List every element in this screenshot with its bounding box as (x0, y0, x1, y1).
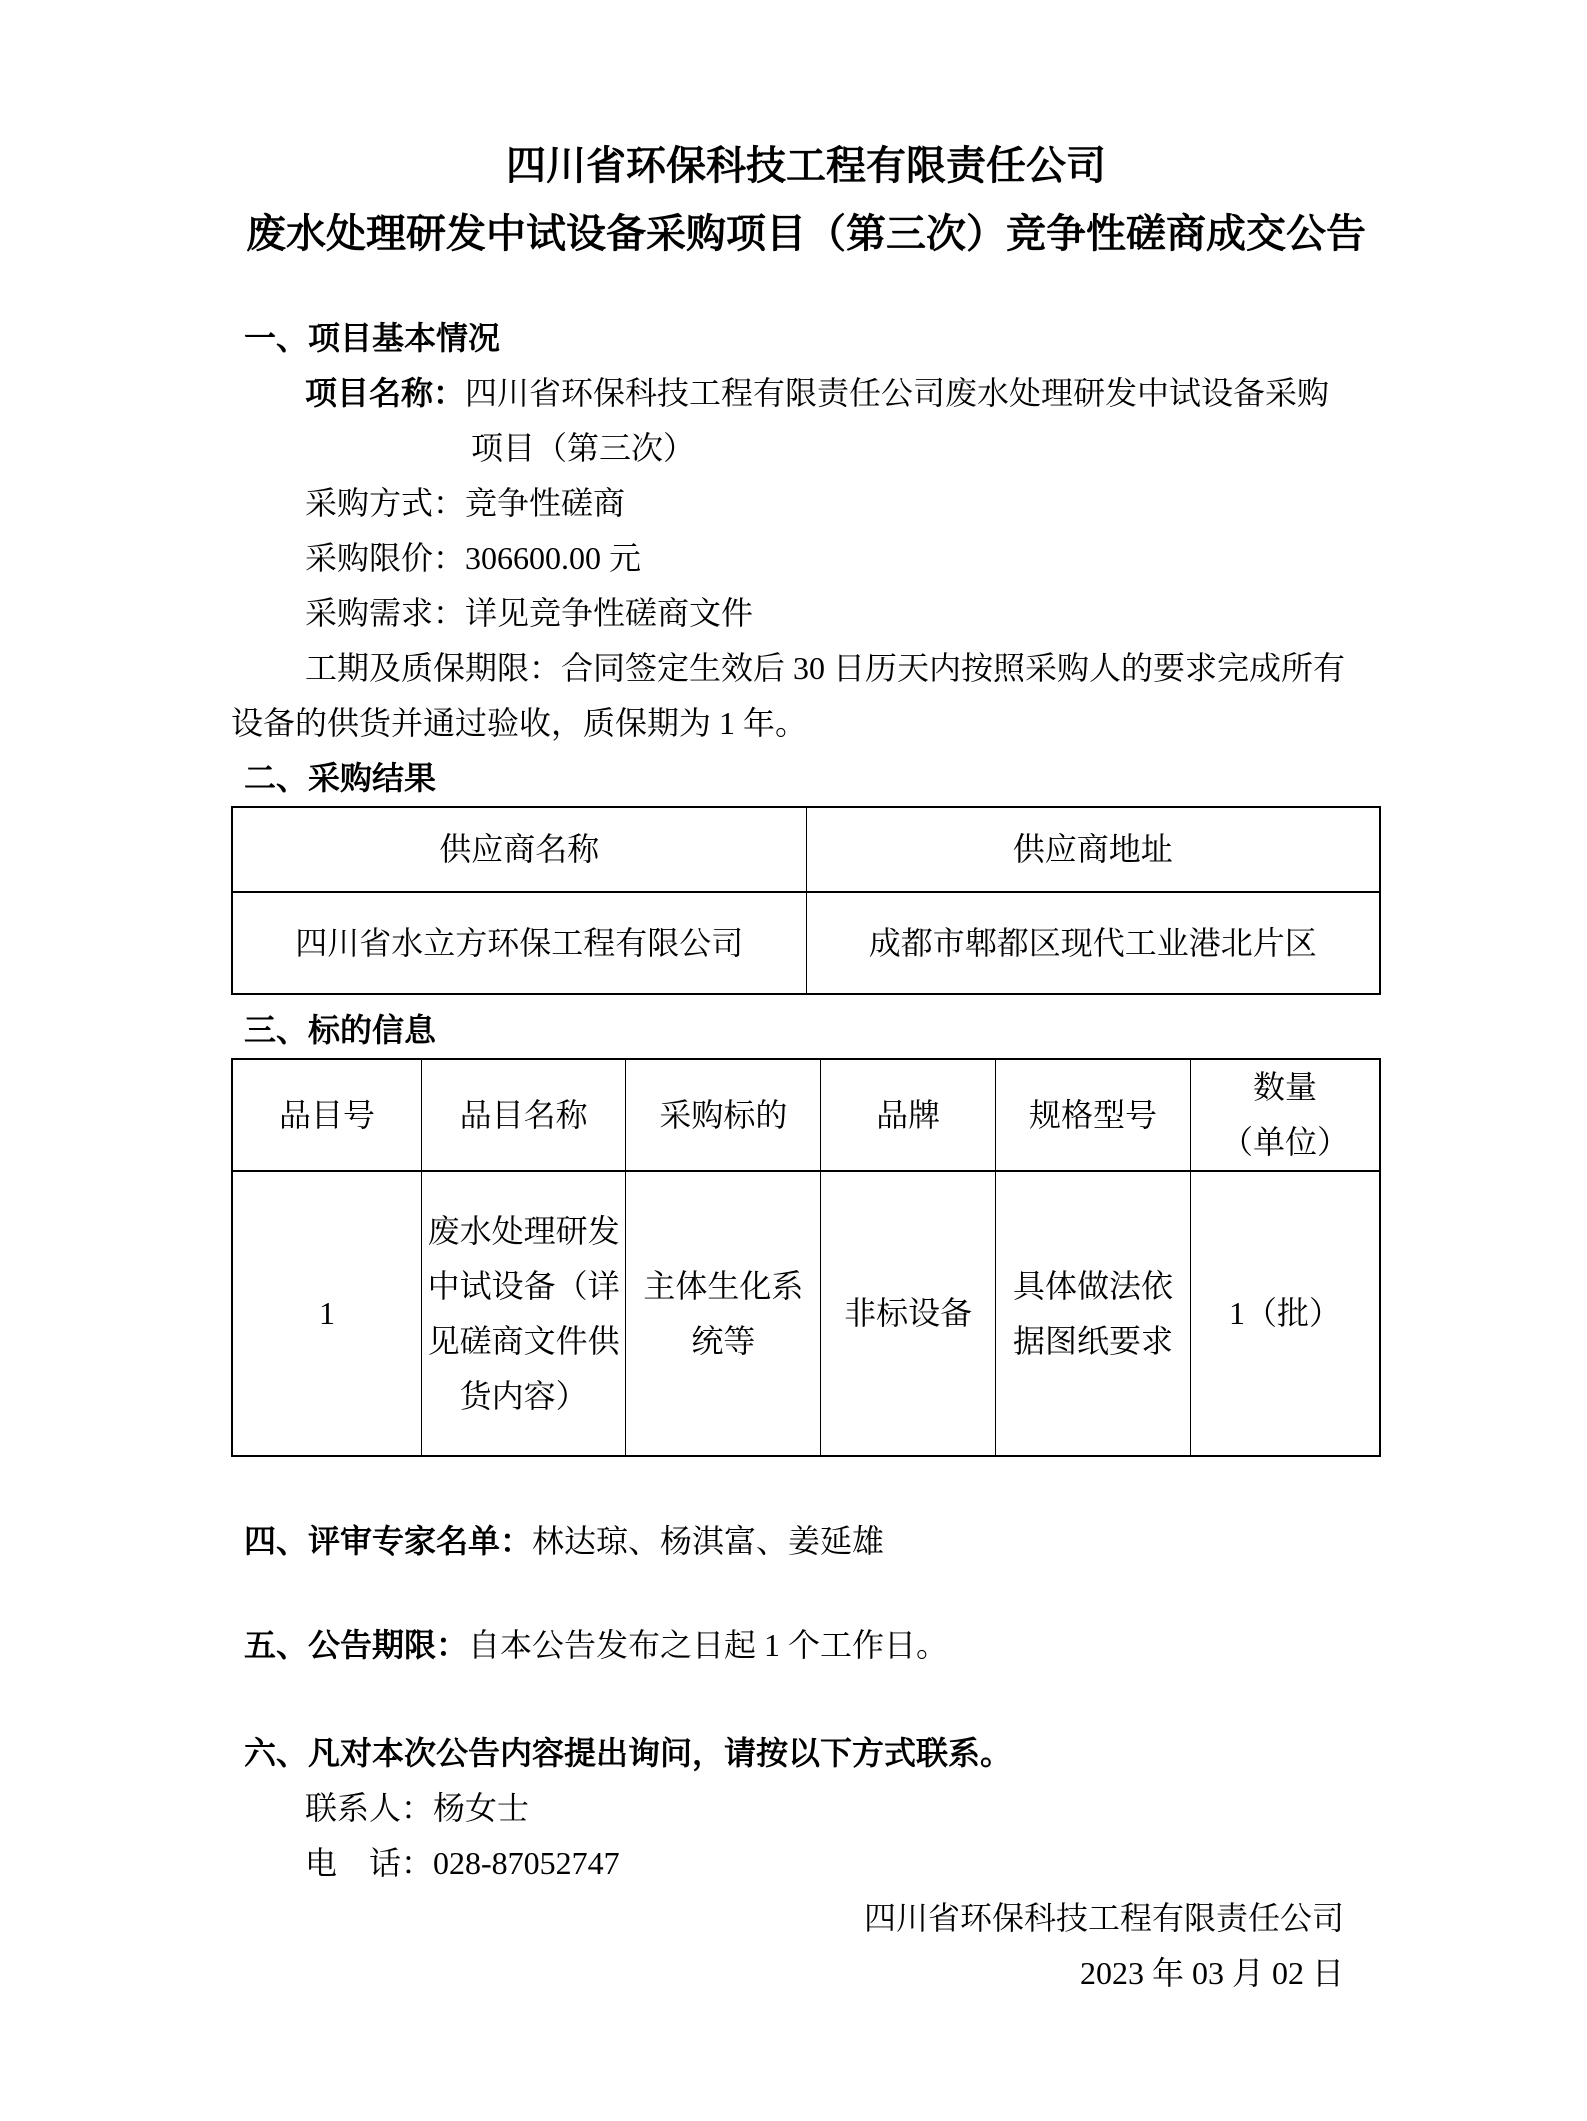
supplier-address-header: 供应商地址 (806, 807, 1380, 892)
title-line-1: 四川省环保科技工程有限责任公司 (506, 143, 1106, 188)
section-period-line (231, 1618, 1381, 1673)
supplier-table-row (232, 892, 1380, 994)
demand-line: 采购需求：详见竞争性磋商文件 (305, 595, 754, 631)
project-name-continuation: 项目（第三次） (471, 430, 696, 466)
section-result-heading: 二、采购结果 (244, 760, 437, 796)
section-target-heading: 三、标的信息 (244, 1012, 437, 1048)
period-value: 自本公告发布之日起 1 个工作日。 (468, 1627, 949, 1663)
experts-value: 林达琼、杨淇富、姜延雄 (532, 1523, 885, 1559)
item-table-row (232, 1171, 1380, 1456)
item-table (231, 1058, 1381, 1457)
procurement-method-line: 采购方式：竞争性磋商 (305, 485, 626, 521)
contact-phone-line: 电 话：028-87052747 (305, 1845, 620, 1881)
item-no-cell: 1 (232, 1171, 421, 1456)
supplier-address-cell: 成都市郫都区现代工业港北片区 (806, 892, 1380, 994)
project-name-label: 项目名称： (305, 375, 466, 411)
brand-cell: 非标设备 (821, 1171, 995, 1456)
procurement-target-header: 采购标的 (626, 1059, 821, 1171)
supplier-name-cell: 四川省水立方环保工程有限公司 (232, 892, 806, 994)
duration-line-2: 设备的供货并通过验收，质保期为 1 年。 (231, 705, 808, 741)
qty-unit-header (1191, 1059, 1380, 1171)
procurement-target-cell: 主体生化系统等 (626, 1171, 821, 1456)
period-label: 五、公告期限： (244, 1627, 469, 1663)
price-limit-line: 采购限价：306600.00 元 (305, 540, 642, 576)
experts-label: 四、评审专家名单： (244, 1523, 533, 1559)
spec-model-header: 规格型号 (995, 1059, 1190, 1171)
section-experts-line (231, 1514, 1381, 1569)
footer-company: 四川省环保科技工程有限责任公司 (863, 1900, 1344, 1936)
supplier-table (231, 806, 1381, 995)
section-basic-heading: 一、项目基本情况 (244, 320, 501, 356)
project-name-line (231, 366, 1381, 421)
brand-header: 品牌 (821, 1059, 995, 1171)
qty-header-line-1: 数量 (1253, 1069, 1318, 1105)
supplier-name-header: 供应商名称 (232, 807, 806, 892)
footer-date: 2023 年 03 月 02 日 (1079, 1955, 1344, 1991)
qty-unit-cell: 1（批） (1191, 1171, 1380, 1456)
duration-line-1: 工期及质保期限：合同签定生效后 30 日历天内按照采购人的要求完成所有 (305, 650, 1346, 686)
section-contact-heading: 六、凡对本次公告内容提出询问，请按以下方式联系。 (244, 1735, 1013, 1771)
spec-model-cell: 具体做法依据图纸要求 (995, 1171, 1190, 1456)
contact-person-line: 联系人：杨女士 (305, 1790, 530, 1826)
document-title (231, 132, 1381, 268)
item-name-header: 品目名称 (421, 1059, 625, 1171)
title-line-2: 废水处理研发中试设备采购项目（第三次）竞争性磋商成交公告 (246, 211, 1366, 256)
qty-header-line-2: （单位） (1221, 1124, 1350, 1160)
item-name-cell: 废水处理研发中试设备（详见磋商文件供货内容） (421, 1171, 625, 1456)
item-no-header: 品目号 (232, 1059, 421, 1171)
project-name-value: 四川省环保科技工程有限责任公司废水处理研发中试设备采购 (465, 375, 1330, 411)
supplier-table-header-row (232, 807, 1380, 892)
item-table-header-row (232, 1059, 1380, 1171)
